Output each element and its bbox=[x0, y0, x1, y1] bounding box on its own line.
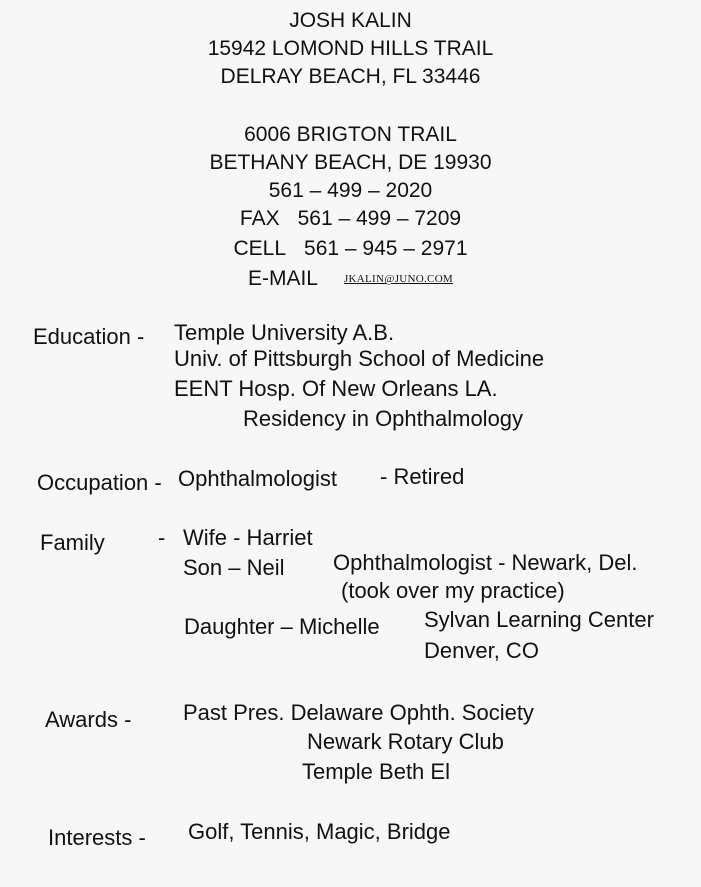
email-address[interactable]: JKALIN@JUNO.COM bbox=[343, 273, 454, 286]
interests-value: Golf, Tennis, Magic, Bridge bbox=[188, 819, 451, 844]
family-label: Family bbox=[40, 530, 105, 555]
family-dash: - bbox=[158, 525, 166, 550]
family-daughter-detail1: Sylvan Learning Center bbox=[424, 607, 654, 632]
education-line1: Temple University A.B. bbox=[174, 320, 395, 345]
name-heading: JOSH KALIN bbox=[289, 9, 412, 32]
family-son: Son – Neil bbox=[183, 555, 285, 580]
awards-label: Awards - bbox=[45, 707, 132, 732]
family-son-note: (took over my practice) bbox=[341, 578, 565, 603]
phone-number: 561 – 499 – 2020 bbox=[268, 179, 433, 202]
fax-label: FAX bbox=[239, 207, 280, 230]
occupation-label: Occupation - bbox=[37, 470, 162, 495]
address1-line2: DELRAY BEACH, FL 33446 bbox=[220, 65, 481, 88]
interests-label: Interests - bbox=[48, 825, 146, 850]
education-line4: Residency in Ophthalmology bbox=[243, 406, 524, 431]
family-daughter-detail2: Denver, CO bbox=[424, 638, 539, 663]
address2-line1: 6006 BRIGTON TRAIL bbox=[244, 123, 457, 146]
address2-line2: BETHANY BEACH, DE 19930 bbox=[209, 151, 492, 174]
education-line2: Univ. of Pittsburgh School of Medicine bbox=[174, 346, 545, 371]
family-son-detail: Ophthalmologist - Newark, Del. bbox=[333, 550, 638, 575]
education-line3: EENT Hosp. Of New Orleans LA. bbox=[174, 376, 498, 401]
occupation-value: Ophthalmologist bbox=[178, 466, 337, 491]
awards-line2: Newark Rotary Club bbox=[307, 729, 504, 754]
cell-line bbox=[0, 236, 701, 262]
awards-line3: Temple Beth El bbox=[302, 759, 450, 784]
email-label: E-MAIL bbox=[247, 267, 318, 290]
cell-number: 561 – 945 – 2971 bbox=[304, 237, 468, 260]
fax-line bbox=[0, 206, 701, 232]
cell-label: CELL bbox=[233, 237, 287, 260]
family-daughter: Daughter – Michelle bbox=[184, 614, 380, 639]
family-wife: Wife - Harriet bbox=[183, 525, 313, 550]
education-label: Education - bbox=[33, 324, 145, 349]
email-line bbox=[0, 266, 701, 292]
fax-number: 561 – 499 – 7209 bbox=[297, 207, 462, 230]
occupation-status: - Retired bbox=[380, 464, 465, 489]
address1-line1: 15942 LOMOND HILLS TRAIL bbox=[207, 37, 494, 60]
awards-line1: Past Pres. Delaware Ophth. Society bbox=[183, 700, 534, 725]
